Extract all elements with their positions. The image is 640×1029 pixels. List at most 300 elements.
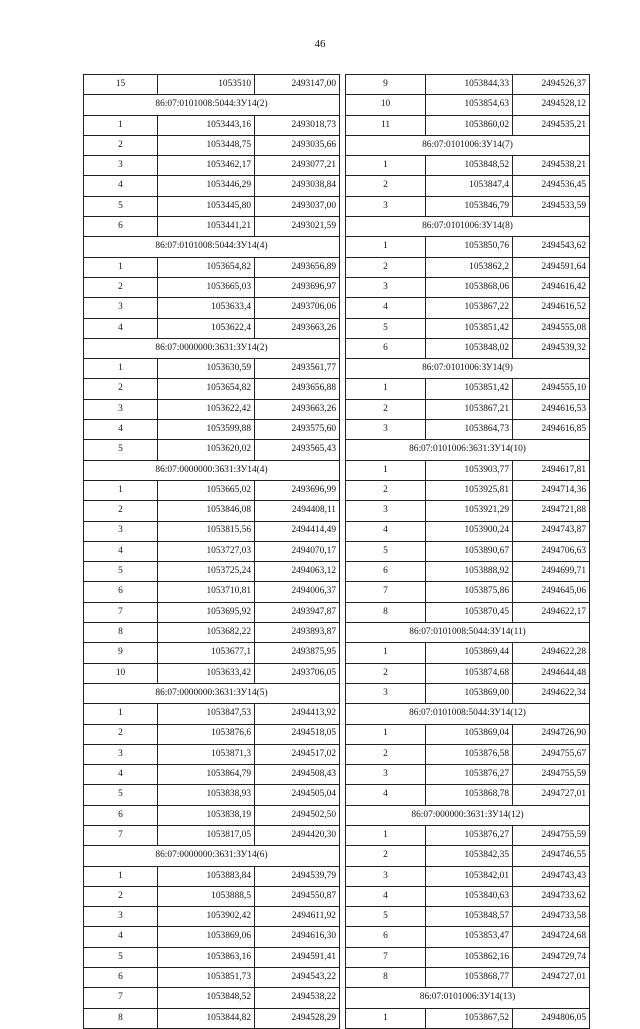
coordinate-x: 1053842,35 xyxy=(426,846,513,866)
point-number: 7 xyxy=(84,602,158,622)
coordinate-y: 2494538,21 xyxy=(513,156,590,176)
coordinate-row xyxy=(84,1008,340,1028)
point-number: 7 xyxy=(346,947,426,967)
coordinate-x: 1053441,21 xyxy=(158,217,255,237)
point-number: 5 xyxy=(84,440,158,460)
point-number: 1 xyxy=(84,866,158,886)
point-number: 9 xyxy=(346,75,426,95)
coordinate-row xyxy=(346,927,590,947)
coordinate-row xyxy=(84,785,340,805)
coordinate-x: 1053867,21 xyxy=(426,399,513,419)
point-number: 1 xyxy=(346,379,426,399)
point-number: 1 xyxy=(346,237,426,257)
point-number: 10 xyxy=(346,95,426,115)
coordinate-row xyxy=(84,217,340,237)
coordinate-row xyxy=(346,115,590,135)
coordinate-y: 2494543,22 xyxy=(255,968,340,988)
coordinate-x: 1053853,47 xyxy=(426,927,513,947)
parcel-cadastral-number: 86:07:0000000:3631:ЗУ14(6) xyxy=(84,846,340,866)
coordinate-y: 2494733,62 xyxy=(513,886,590,906)
point-number: 7 xyxy=(84,825,158,845)
coordinate-row xyxy=(346,541,590,561)
point-number: 3 xyxy=(84,907,158,927)
coordinate-row xyxy=(84,420,340,440)
coordinate-y: 2494743,43 xyxy=(513,866,590,886)
coordinate-row xyxy=(346,420,590,440)
coordinate-x: 1053850,76 xyxy=(426,237,513,257)
coordinate-x: 1053888,5 xyxy=(158,886,255,906)
parcel-header-row xyxy=(346,135,590,155)
coordinate-y: 2494555,10 xyxy=(513,379,590,399)
coordinate-y: 2494714,36 xyxy=(513,480,590,500)
point-number: 2 xyxy=(346,176,426,196)
coordinate-x: 1053848,52 xyxy=(426,156,513,176)
parcel-cadastral-number: 86:07:000000:3631:ЗУ14(12) xyxy=(346,805,590,825)
point-number: 3 xyxy=(346,866,426,886)
coordinate-x: 1053633,42 xyxy=(158,663,255,683)
point-number: 7 xyxy=(84,988,158,1008)
coordinate-x: 1053677,1 xyxy=(158,643,255,663)
point-number: 3 xyxy=(84,744,158,764)
coordinate-x: 1053867,22 xyxy=(426,298,513,318)
coordinate-row xyxy=(346,765,590,785)
parcel-cadastral-number: 86:07:0000000:3631:ЗУ14(4) xyxy=(84,460,340,480)
coordinate-row xyxy=(346,399,590,419)
point-number: 1 xyxy=(346,156,426,176)
coordinate-x: 1053846,08 xyxy=(158,501,255,521)
coordinate-x: 1053443,16 xyxy=(158,115,255,135)
coordinate-y: 2493147,00 xyxy=(255,75,340,95)
coordinates-table-right xyxy=(345,74,590,1029)
coordinate-x: 1053847,53 xyxy=(158,704,255,724)
point-number: 3 xyxy=(346,420,426,440)
point-number: 10 xyxy=(84,663,158,683)
point-number: 1 xyxy=(84,257,158,277)
parcel-header-row xyxy=(346,704,590,724)
coordinate-row xyxy=(346,907,590,927)
coordinate-x: 1053869,06 xyxy=(158,927,255,947)
coordinate-y: 2494517,02 xyxy=(255,744,340,764)
coordinates-table-left xyxy=(83,74,340,1029)
coordinate-x: 1053888,92 xyxy=(426,562,513,582)
coordinate-row xyxy=(346,237,590,257)
point-number: 8 xyxy=(346,602,426,622)
coordinate-row xyxy=(84,988,340,1008)
coordinate-x: 1053863,16 xyxy=(158,947,255,967)
coordinate-y: 2494616,30 xyxy=(255,927,340,947)
point-number: 2 xyxy=(84,724,158,744)
coordinate-x: 1053838,19 xyxy=(158,805,255,825)
coordinate-row xyxy=(346,196,590,216)
coordinate-y: 2494539,79 xyxy=(255,866,340,886)
coordinate-row xyxy=(346,947,590,967)
coordinate-row xyxy=(346,257,590,277)
coordinate-x: 1053862,2 xyxy=(426,257,513,277)
coordinate-y: 2494420,30 xyxy=(255,825,340,845)
coordinate-y: 2494727,01 xyxy=(513,785,590,805)
parcel-header-row xyxy=(346,440,590,460)
coordinate-row xyxy=(84,744,340,764)
coordinate-x: 1053445,80 xyxy=(158,196,255,216)
coordinate-y: 2494746,55 xyxy=(513,846,590,866)
coordinate-y: 2494616,52 xyxy=(513,298,590,318)
coordinate-y: 2494550,87 xyxy=(255,886,340,906)
coordinate-y: 2494539,32 xyxy=(513,338,590,358)
coordinate-x: 1053921,29 xyxy=(426,501,513,521)
coordinate-row xyxy=(84,947,340,967)
coordinate-x: 1053864,79 xyxy=(158,765,255,785)
point-number: 6 xyxy=(346,927,426,947)
coordinate-y: 2494616,42 xyxy=(513,277,590,297)
point-number: 4 xyxy=(84,541,158,561)
point-number: 1 xyxy=(84,704,158,724)
coordinate-row xyxy=(84,825,340,845)
coordinate-row xyxy=(84,724,340,744)
coordinate-y: 2493021,59 xyxy=(255,217,340,237)
coordinate-x: 1053844,82 xyxy=(158,1008,255,1028)
coordinate-x: 1053842,01 xyxy=(426,866,513,886)
point-number: 2 xyxy=(84,501,158,521)
coordinate-row xyxy=(346,501,590,521)
coordinate-y: 2494644,48 xyxy=(513,663,590,683)
coordinate-y: 2494414,49 xyxy=(255,521,340,541)
coordinate-x: 1053622,42 xyxy=(158,399,255,419)
point-number: 1 xyxy=(346,825,426,845)
parcel-cadastral-number: 86:07:0101008:5044:ЗУ14(2) xyxy=(84,95,340,115)
coordinate-y: 2494070,17 xyxy=(255,541,340,561)
coordinate-y: 2494743,87 xyxy=(513,521,590,541)
point-number: 5 xyxy=(346,318,426,338)
coordinate-y: 2494538,22 xyxy=(255,988,340,1008)
parcel-cadastral-number: 86:07:0101006:ЗУ14(8) xyxy=(346,217,590,237)
point-number: 4 xyxy=(84,765,158,785)
coordinate-x: 1053867,52 xyxy=(426,1008,513,1028)
coordinate-row xyxy=(346,562,590,582)
point-number: 6 xyxy=(346,562,426,582)
coordinate-x: 1053871,3 xyxy=(158,744,255,764)
coordinate-row xyxy=(346,156,590,176)
point-number: 2 xyxy=(84,379,158,399)
coordinate-y: 2493893,87 xyxy=(255,623,340,643)
coordinate-y: 2494006,37 xyxy=(255,582,340,602)
coordinate-row xyxy=(346,460,590,480)
coordinate-row xyxy=(346,744,590,764)
coordinate-x: 1053869,44 xyxy=(426,643,513,663)
coordinate-row xyxy=(84,359,340,379)
coordinate-x: 1053868,78 xyxy=(426,785,513,805)
coordinate-y: 2494616,85 xyxy=(513,420,590,440)
coordinate-x: 1053854,63 xyxy=(426,95,513,115)
point-number: 5 xyxy=(84,562,158,582)
coordinate-x: 1053848,57 xyxy=(426,907,513,927)
coordinate-y: 2493037,00 xyxy=(255,196,340,216)
coordinate-x: 1053869,04 xyxy=(426,724,513,744)
coordinate-row xyxy=(84,602,340,622)
coordinate-x: 1053874,68 xyxy=(426,663,513,683)
coordinate-y: 2493575,60 xyxy=(255,420,340,440)
coordinate-y: 2494063,12 xyxy=(255,562,340,582)
point-number: 11 xyxy=(346,115,426,135)
coordinate-x: 1053883,84 xyxy=(158,866,255,886)
coordinate-y: 2494755,67 xyxy=(513,744,590,764)
coordinate-y: 2494505,04 xyxy=(255,785,340,805)
coordinate-row xyxy=(346,663,590,683)
coordinate-row xyxy=(84,541,340,561)
coordinate-x: 1053848,52 xyxy=(158,988,255,1008)
coordinate-y: 2493706,06 xyxy=(255,298,340,318)
point-number: 4 xyxy=(346,785,426,805)
coordinate-row xyxy=(84,277,340,297)
point-number: 4 xyxy=(84,176,158,196)
coordinate-y: 2493696,97 xyxy=(255,277,340,297)
coordinate-x: 1053654,82 xyxy=(158,379,255,399)
parcel-cadastral-number: 86:07:0101006:ЗУ14(9) xyxy=(346,359,590,379)
coordinate-y: 2494508,43 xyxy=(255,765,340,785)
point-number: 6 xyxy=(84,968,158,988)
coordinate-x: 1053682,22 xyxy=(158,623,255,643)
coordinate-row xyxy=(84,643,340,663)
point-number: 2 xyxy=(346,663,426,683)
coordinate-x: 1053903,77 xyxy=(426,460,513,480)
coordinate-x: 1053864,73 xyxy=(426,420,513,440)
point-number: 8 xyxy=(84,1008,158,1028)
coordinate-row xyxy=(346,379,590,399)
point-number: 7 xyxy=(346,582,426,602)
point-number: 2 xyxy=(84,135,158,155)
coordinate-y: 2494616,53 xyxy=(513,399,590,419)
coordinate-row xyxy=(346,176,590,196)
coordinate-y: 2493656,89 xyxy=(255,257,340,277)
coordinate-y: 2494518,05 xyxy=(255,724,340,744)
point-number: 2 xyxy=(346,744,426,764)
coordinate-x: 1053622,4 xyxy=(158,318,255,338)
point-number: 1 xyxy=(84,115,158,135)
coordinate-x: 1053870,45 xyxy=(426,602,513,622)
coordinate-y: 2493663,26 xyxy=(255,318,340,338)
coordinate-x: 1053510 xyxy=(158,75,255,95)
coordinate-row xyxy=(84,704,340,724)
point-number: 3 xyxy=(346,765,426,785)
coordinate-x: 1053860,02 xyxy=(426,115,513,135)
coordinate-x: 1053900,24 xyxy=(426,521,513,541)
parcel-header-row xyxy=(84,683,340,703)
coordinate-row xyxy=(84,480,340,500)
coordinate-x: 1053902,42 xyxy=(158,907,255,927)
coordinate-y: 2494724,68 xyxy=(513,927,590,947)
coordinate-y: 2494727,01 xyxy=(513,968,590,988)
coordinate-y: 2494536,45 xyxy=(513,176,590,196)
coordinate-row xyxy=(84,75,340,95)
coordinate-row xyxy=(346,521,590,541)
coordinate-row xyxy=(84,866,340,886)
parcel-header-row xyxy=(84,846,340,866)
coordinate-row xyxy=(346,643,590,663)
coordinate-row xyxy=(346,968,590,988)
point-number: 3 xyxy=(84,298,158,318)
coordinate-row xyxy=(346,582,590,602)
coordinate-row xyxy=(84,968,340,988)
coordinate-row xyxy=(346,277,590,297)
coordinate-y: 2494729,74 xyxy=(513,947,590,967)
coordinate-y: 2493038,84 xyxy=(255,176,340,196)
coordinate-y: 2494611,92 xyxy=(255,907,340,927)
point-number: 1 xyxy=(84,480,158,500)
point-number: 5 xyxy=(346,907,426,927)
coordinate-y: 2494699,71 xyxy=(513,562,590,582)
parcel-cadastral-number: 86:07:0101006:3631:ЗУ14(10) xyxy=(346,440,590,460)
point-number: 3 xyxy=(346,196,426,216)
coordinate-row xyxy=(84,379,340,399)
coordinate-x: 1053710,81 xyxy=(158,582,255,602)
coordinate-y: 2493706,05 xyxy=(255,663,340,683)
point-number: 1 xyxy=(346,724,426,744)
coordinate-x: 1053695,92 xyxy=(158,602,255,622)
coordinate-row xyxy=(346,338,590,358)
coordinate-x: 1053869,00 xyxy=(426,683,513,703)
coordinate-y: 2493565,43 xyxy=(255,440,340,460)
coordinate-row xyxy=(84,521,340,541)
coordinate-y: 2494622,34 xyxy=(513,683,590,703)
coordinate-x: 1053838,93 xyxy=(158,785,255,805)
coordinate-y: 2494755,59 xyxy=(513,765,590,785)
coordinate-y: 2494555,08 xyxy=(513,318,590,338)
coordinate-y: 2494591,64 xyxy=(513,257,590,277)
point-number: 4 xyxy=(346,886,426,906)
point-number: 8 xyxy=(346,968,426,988)
point-number: 1 xyxy=(346,643,426,663)
point-number: 3 xyxy=(84,399,158,419)
coordinate-x: 1053925,81 xyxy=(426,480,513,500)
coordinate-y: 2494645,06 xyxy=(513,582,590,602)
point-number: 3 xyxy=(84,521,158,541)
coordinate-y: 2493035,66 xyxy=(255,135,340,155)
parcel-header-row xyxy=(84,338,340,358)
coordinate-row xyxy=(346,886,590,906)
coordinate-row xyxy=(84,623,340,643)
point-number: 9 xyxy=(84,643,158,663)
coordinate-x: 1053868,77 xyxy=(426,968,513,988)
coordinate-x: 1053462,17 xyxy=(158,156,255,176)
coordinate-row xyxy=(346,724,590,744)
coordinate-y: 2493018,73 xyxy=(255,115,340,135)
point-number: 6 xyxy=(346,338,426,358)
coordinate-row xyxy=(84,562,340,582)
parcel-header-row xyxy=(346,623,590,643)
coordinate-y: 2494528,12 xyxy=(513,95,590,115)
point-number: 4 xyxy=(346,298,426,318)
parcel-cadastral-number: 86:07:0101008:5044:ЗУ14(4) xyxy=(84,237,340,257)
coordinate-y: 2494706,63 xyxy=(513,541,590,561)
coordinate-x: 1053846,79 xyxy=(426,196,513,216)
page-number: 46 xyxy=(314,38,326,50)
point-number: 3 xyxy=(84,156,158,176)
point-number: 5 xyxy=(84,196,158,216)
parcel-header-row xyxy=(84,95,340,115)
coordinate-y: 2493947,87 xyxy=(255,602,340,622)
point-number: 2 xyxy=(346,257,426,277)
coordinate-y: 2494535,21 xyxy=(513,115,590,135)
coordinate-row xyxy=(84,886,340,906)
coordinate-x: 1053851,73 xyxy=(158,968,255,988)
coordinate-y: 2494408,11 xyxy=(255,501,340,521)
coordinate-row xyxy=(84,318,340,338)
coordinate-row xyxy=(84,399,340,419)
coordinate-x: 1053725,24 xyxy=(158,562,255,582)
coordinate-row xyxy=(84,176,340,196)
coordinate-x: 1053868,06 xyxy=(426,277,513,297)
coordinate-x: 1053876,27 xyxy=(426,765,513,785)
point-number: 1 xyxy=(346,1008,426,1028)
parcel-cadastral-number: 86:07:0000000:3631:ЗУ14(2) xyxy=(84,338,340,358)
coordinate-x: 1053876,58 xyxy=(426,744,513,764)
coordinate-x: 1053633,4 xyxy=(158,298,255,318)
parcel-cadastral-number: 86:07:0101006:ЗУ14(13) xyxy=(346,988,590,1008)
coordinate-y: 2494617,81 xyxy=(513,460,590,480)
coordinate-x: 1053862,16 xyxy=(426,947,513,967)
point-number: 2 xyxy=(346,846,426,866)
coordinate-y: 2493663,26 xyxy=(255,399,340,419)
coordinate-row xyxy=(346,95,590,115)
coordinate-x: 1053665,03 xyxy=(158,277,255,297)
coordinate-x: 1053620,02 xyxy=(158,440,255,460)
coordinate-y: 2494591,41 xyxy=(255,947,340,967)
coordinate-row xyxy=(346,318,590,338)
parcel-cadastral-number: 86:07:0101008:5044:ЗУ14(11) xyxy=(346,623,590,643)
coordinate-x: 1053848,02 xyxy=(426,338,513,358)
coordinate-row xyxy=(84,298,340,318)
coordinate-x: 1053844,33 xyxy=(426,75,513,95)
coordinate-y: 2493077,21 xyxy=(255,156,340,176)
coordinate-row xyxy=(346,602,590,622)
coordinate-y: 2494413,92 xyxy=(255,704,340,724)
parcel-cadastral-number: 86:07:0000000:3631:ЗУ14(5) xyxy=(84,683,340,703)
point-number: 4 xyxy=(346,521,426,541)
point-number: 3 xyxy=(346,277,426,297)
coordinate-x: 1053815,56 xyxy=(158,521,255,541)
coordinate-row xyxy=(84,765,340,785)
coordinate-row xyxy=(84,156,340,176)
coordinate-x: 1053817,05 xyxy=(158,825,255,845)
coordinate-row xyxy=(346,683,590,703)
parcel-header-row xyxy=(346,988,590,1008)
coordinate-row xyxy=(346,825,590,845)
coordinate-x: 1053876,6 xyxy=(158,724,255,744)
coordinate-y: 2493696,99 xyxy=(255,480,340,500)
coordinate-row xyxy=(84,927,340,947)
parcel-header-row xyxy=(346,217,590,237)
point-number: 2 xyxy=(346,480,426,500)
point-number: 4 xyxy=(84,318,158,338)
point-number: 4 xyxy=(84,927,158,947)
coordinate-row xyxy=(346,480,590,500)
coordinate-x: 1053876,27 xyxy=(426,825,513,845)
point-number: 2 xyxy=(84,277,158,297)
point-number: 5 xyxy=(84,785,158,805)
coordinate-x: 1053890,67 xyxy=(426,541,513,561)
coordinate-row xyxy=(346,785,590,805)
coordinate-x: 1053599,88 xyxy=(158,420,255,440)
point-number: 2 xyxy=(84,886,158,906)
point-number: 3 xyxy=(346,683,426,703)
coordinate-y: 2494543,62 xyxy=(513,237,590,257)
point-number: 3 xyxy=(346,501,426,521)
coordinate-row xyxy=(84,582,340,602)
coordinate-row xyxy=(84,501,340,521)
coordinate-row xyxy=(346,866,590,886)
coordinate-y: 2494502,50 xyxy=(255,805,340,825)
point-number: 1 xyxy=(346,460,426,480)
coordinate-row xyxy=(346,846,590,866)
